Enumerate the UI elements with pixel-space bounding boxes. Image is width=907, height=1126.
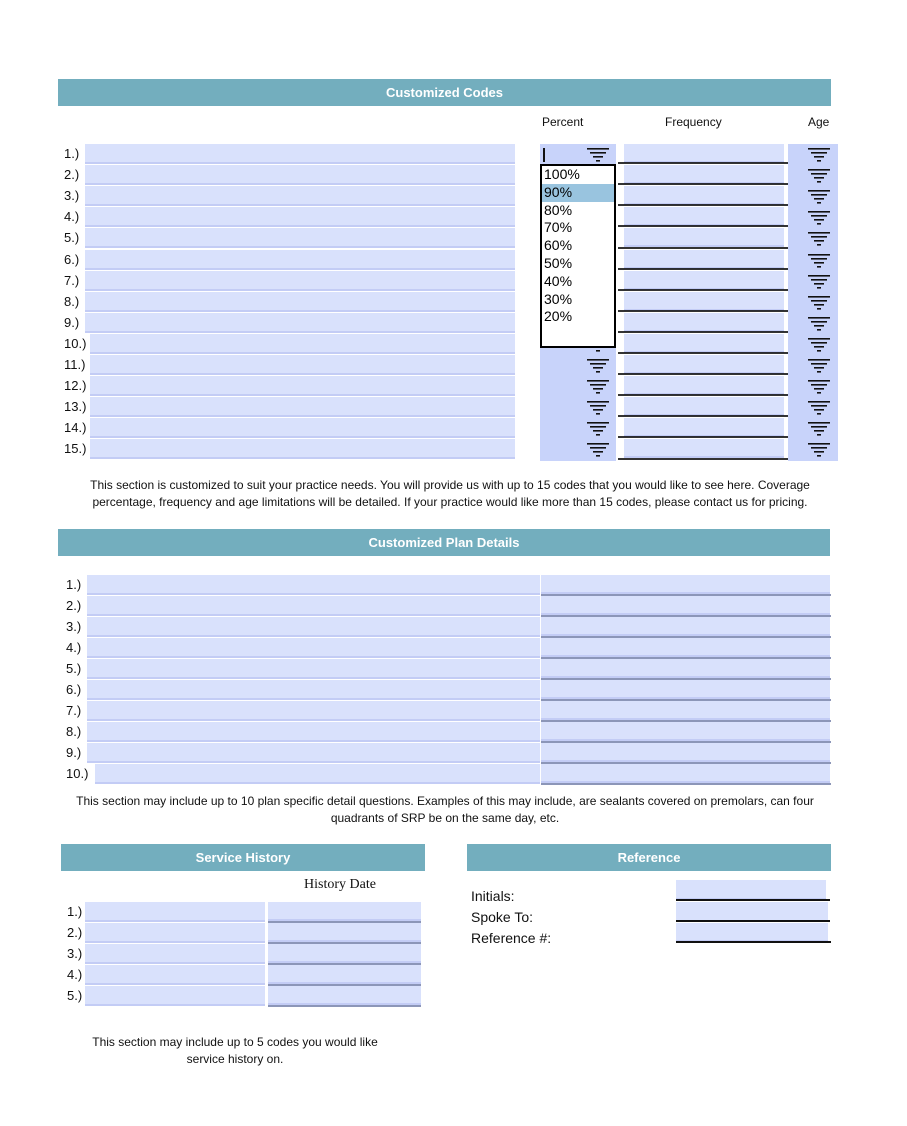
history-code-field[interactable] <box>85 923 265 943</box>
plan-answer-field[interactable] <box>541 764 830 783</box>
age-dropdown-arrow-icon[interactable] <box>808 379 830 395</box>
frequency-underline <box>618 436 788 438</box>
frequency-underline <box>618 415 788 417</box>
code-row-number: 9.) <box>64 314 80 330</box>
customized-codes-note: This section is customized to suit your practice needs. You will provide us with up to 15 codes that you would like to see here. Coverage percentage, frequency and age limitations will be detailed. If your practice would like more than 15 codes, please contact us for pricing. <box>90 478 810 509</box>
plan-answer-field[interactable] <box>541 722 830 741</box>
age-dropdown-arrow-icon[interactable] <box>808 337 830 353</box>
frequency-field[interactable] <box>624 292 784 311</box>
age-dropdown-arrow-icon[interactable] <box>808 358 830 374</box>
plan-question-field[interactable] <box>87 617 540 637</box>
reference-header: Reference <box>467 844 831 871</box>
percent-option[interactable]: 30% <box>544 290 573 307</box>
frequency-underline <box>618 183 788 185</box>
plan-row-number: 10.) <box>66 766 89 781</box>
code-description-field[interactable] <box>85 250 515 270</box>
plan-row-number: 1.) <box>66 577 82 592</box>
age-dropdown-arrow-icon[interactable] <box>808 253 830 269</box>
plan-row-number: 5.) <box>66 661 82 676</box>
frequency-field[interactable] <box>624 376 784 395</box>
frequency-field[interactable] <box>624 271 784 290</box>
plan-answer-field[interactable] <box>541 701 830 720</box>
code-description-field[interactable] <box>85 271 515 291</box>
frequency-field[interactable] <box>624 313 784 332</box>
initials-field[interactable] <box>676 880 826 900</box>
frequency-field[interactable] <box>624 250 784 269</box>
plan-row-number: 4.) <box>66 640 82 655</box>
percent-option[interactable]: 90% <box>542 184 614 202</box>
percent-dropdown-list[interactable] <box>540 164 616 348</box>
code-row-number: 15.) <box>64 441 87 457</box>
history-date-field[interactable] <box>268 923 421 942</box>
frequency-field[interactable] <box>624 207 784 226</box>
plan-question-field[interactable] <box>87 701 540 721</box>
reference-number-underline <box>676 941 831 943</box>
plan-question-field[interactable] <box>87 659 540 679</box>
plan-answer-field[interactable] <box>541 659 830 678</box>
reference-number-label: Reference #: <box>471 930 552 946</box>
percent-option[interactable]: 50% <box>544 254 573 271</box>
plan-answer-underline <box>541 783 831 785</box>
age-dropdown-arrow-icon[interactable] <box>808 295 830 311</box>
frequency-field[interactable] <box>624 439 784 458</box>
code-description-field[interactable] <box>85 186 515 206</box>
code-description-field[interactable] <box>85 207 515 227</box>
frequency-field[interactable] <box>624 334 784 353</box>
code-row-number: 11.) <box>64 357 86 372</box>
plan-question-field[interactable] <box>87 638 540 658</box>
plan-details-note: This section may include up to 10 plan specific detail questions. Examples of this may include, are sealants covered on premolars, can four quadrants of SRP be on the same day, etc. <box>76 794 814 825</box>
plan-answer-field[interactable] <box>541 638 830 657</box>
age-dropdown-arrow-icon[interactable] <box>808 442 830 458</box>
code-description-field[interactable] <box>90 397 515 417</box>
percent-dropdown-arrow-icon[interactable] <box>587 442 609 458</box>
percent-option[interactable]: 70% <box>544 219 573 236</box>
plan-row-number: 3.) <box>66 619 82 634</box>
code-row-number: 2.) <box>64 167 80 183</box>
age-dropdown-arrow-icon[interactable] <box>808 400 830 416</box>
plan-answer-field[interactable] <box>541 617 830 636</box>
history-code-field[interactable] <box>85 902 265 922</box>
history-date-field[interactable] <box>268 902 421 921</box>
percent-dropdown-arrow-icon[interactable] <box>587 421 609 437</box>
code-description-field[interactable] <box>85 144 515 164</box>
age-dropdown-arrow-icon[interactable] <box>808 421 830 437</box>
code-row-number: 7.) <box>64 272 80 288</box>
frequency-underline <box>618 458 788 460</box>
history-code-field[interactable] <box>85 944 265 964</box>
code-description-field[interactable] <box>90 439 515 459</box>
code-description-field[interactable] <box>85 228 515 248</box>
frequency-field[interactable] <box>624 418 784 437</box>
plan-answer-field[interactable] <box>541 596 830 615</box>
frequency-underline <box>618 394 788 396</box>
percent-option[interactable]: 40% <box>544 272 573 289</box>
plan-details-header: Customized Plan Details <box>58 529 830 556</box>
percent-dropdown-arrow-icon[interactable] <box>587 400 609 416</box>
history-date-underline <box>268 1005 421 1007</box>
age-column-label: Age <box>808 115 830 129</box>
code-row-number: 8.) <box>64 293 80 309</box>
frequency-underline <box>618 225 788 227</box>
code-description-field[interactable] <box>90 418 515 438</box>
frequency-underline <box>618 373 788 375</box>
percent-option[interactable]: 20% <box>544 308 573 325</box>
code-row-number: 5.) <box>64 230 80 246</box>
frequency-underline <box>618 247 788 249</box>
history-row-number: 2.) <box>67 925 83 940</box>
code-row-number: 3.) <box>64 188 80 204</box>
code-description-field[interactable] <box>85 313 515 333</box>
frequency-field[interactable] <box>624 165 784 184</box>
code-row-number: 10.) <box>64 335 87 351</box>
spoke-to-underline <box>676 920 830 922</box>
code-row-number: 6.) <box>64 251 80 267</box>
code-description-field[interactable] <box>90 334 515 354</box>
plan-answer-field[interactable] <box>541 680 830 699</box>
spoke-to-label: Spoke To: <box>471 909 534 925</box>
plan-question-field[interactable] <box>95 764 540 784</box>
percent-option[interactable]: 60% <box>544 237 573 254</box>
initials-label: Initials: <box>471 888 515 904</box>
plan-row-number: 9.) <box>66 745 82 760</box>
frequency-underline <box>618 352 788 354</box>
age-dropdown-arrow-icon[interactable] <box>808 189 830 205</box>
age-dropdown-arrow-icon[interactable] <box>808 168 830 184</box>
plan-question-field[interactable] <box>87 596 540 616</box>
percent-column-label: Percent <box>542 115 584 129</box>
plan-row-number: 7.) <box>66 703 82 718</box>
plan-question-field[interactable] <box>87 743 540 763</box>
frequency-column-label: Frequency <box>665 115 722 129</box>
spoke-to-field[interactable] <box>676 902 828 922</box>
code-description-field[interactable] <box>85 292 515 312</box>
frequency-underline <box>618 204 788 206</box>
percent-dropdown-arrow-icon[interactable] <box>587 358 609 374</box>
frequency-field[interactable] <box>624 144 784 163</box>
percent-option[interactable]: 100% <box>544 166 580 182</box>
frequency-field[interactable] <box>624 228 784 247</box>
percent-dropdown-arrow-icon[interactable] <box>587 379 609 395</box>
frequency-underline <box>618 268 788 270</box>
plan-answer-field[interactable] <box>541 743 830 762</box>
initials-underline <box>676 899 830 901</box>
history-code-field[interactable] <box>85 986 265 1006</box>
frequency-field[interactable] <box>624 355 784 374</box>
code-description-field[interactable] <box>90 355 515 375</box>
frequency-underline <box>618 310 788 312</box>
percent-option[interactable]: 80% <box>544 201 573 218</box>
percent-text-cursor <box>543 148 545 162</box>
frequency-underline <box>618 331 788 333</box>
plan-row-number: 2.) <box>66 598 82 613</box>
plan-row-number: 6.) <box>66 682 82 697</box>
history-date-field[interactable] <box>268 944 421 963</box>
plan-question-field[interactable] <box>87 722 540 742</box>
code-row-number: 4.) <box>64 209 80 225</box>
frequency-underline <box>618 162 788 164</box>
history-date-field[interactable] <box>268 986 421 1005</box>
percent-dropdown-arrow-icon[interactable] <box>587 147 609 163</box>
code-description-field[interactable] <box>90 376 515 396</box>
age-dropdown-arrow-icon[interactable] <box>808 210 830 226</box>
history-row-number: 3.) <box>67 946 83 961</box>
age-dropdown-arrow-icon[interactable] <box>808 231 830 247</box>
history-row-number: 1.) <box>67 904 83 919</box>
history-code-field[interactable] <box>85 965 265 985</box>
age-dropdown-arrow-icon[interactable] <box>808 147 830 163</box>
history-row-number: 5.) <box>67 988 83 1003</box>
frequency-field[interactable] <box>624 397 784 416</box>
code-description-field[interactable] <box>85 165 515 185</box>
code-row-number: 14.) <box>64 420 87 436</box>
customized-codes-header: Customized Codes <box>58 79 831 106</box>
frequency-underline <box>618 289 788 291</box>
history-row-number: 4.) <box>67 967 83 982</box>
plan-question-field[interactable] <box>87 575 540 595</box>
code-row-number: 1.) <box>64 146 80 161</box>
service-history-note: This section may include up to 5 codes you would like service history on. <box>92 1035 378 1066</box>
frequency-field[interactable] <box>624 186 784 205</box>
plan-question-field[interactable] <box>87 680 540 700</box>
code-row-number: 12.) <box>64 378 87 394</box>
age-dropdown-arrow-icon[interactable] <box>808 274 830 290</box>
age-dropdown-arrow-icon[interactable] <box>808 316 830 332</box>
history-date-column-label: History Date <box>304 877 376 892</box>
reference-number-field[interactable] <box>676 923 828 942</box>
plan-answer-field[interactable] <box>541 575 830 594</box>
plan-row-number: 8.) <box>66 724 82 739</box>
code-row-number: 13.) <box>64 399 87 415</box>
service-history-header: Service History <box>61 844 425 871</box>
history-date-field[interactable] <box>268 965 421 984</box>
